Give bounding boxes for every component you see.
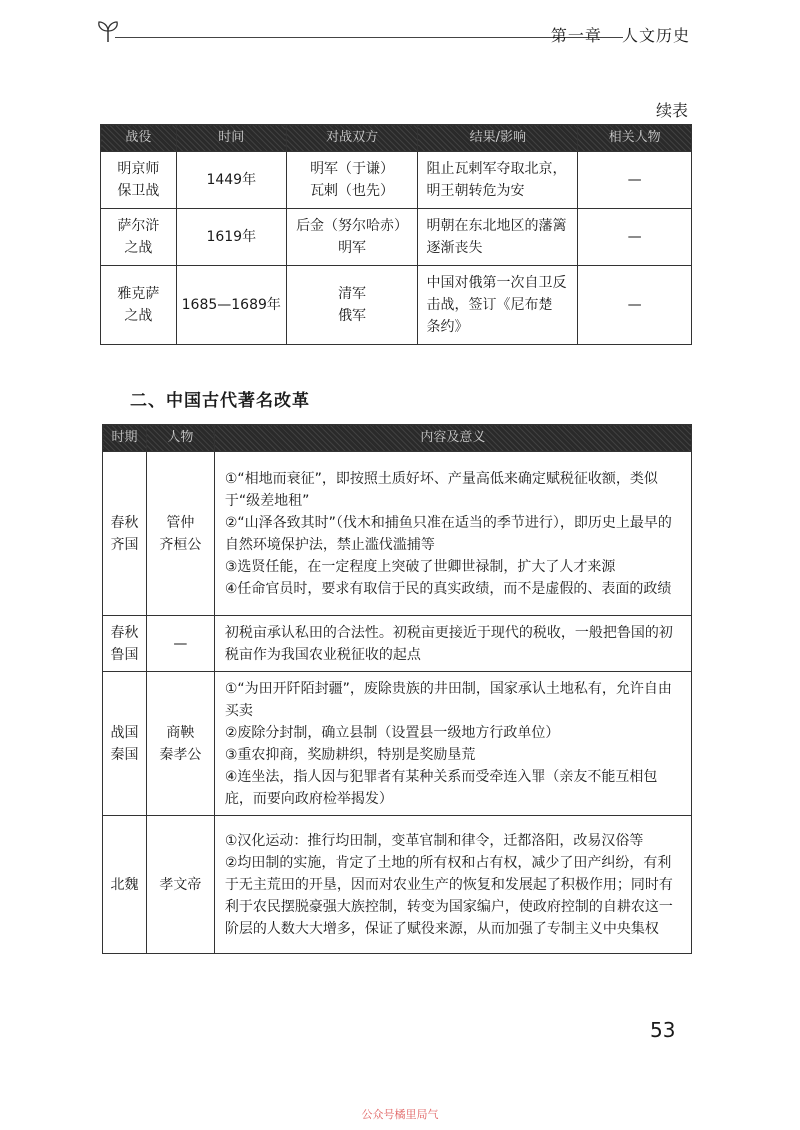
column-header: 时期 [103, 425, 147, 452]
reform-point: ①“相地而衰征”，即按照土质好坏、产量高低来确定赋税征收额，类似于“级差地租” [224, 470, 658, 509]
battle-figure: — [578, 209, 692, 266]
battle-time: 1619年 [176, 209, 286, 266]
chapter-label: 第一章 [550, 26, 602, 45]
page-number: 53 [650, 1018, 676, 1042]
reform-person: 商鞅 秦孝公 [146, 672, 214, 816]
battle-sides: 后金（努尔哈赤） 明军 [286, 209, 418, 266]
table-header-row [103, 425, 692, 452]
reform-point: ②废除分封制，确立县制（设置县一级地方行政单位） [224, 724, 560, 741]
table-header-row [101, 125, 692, 152]
column-header: 相关人物 [578, 125, 692, 152]
battle-result: 明朝在东北地区的藩篱 逐渐丧失 [418, 209, 578, 266]
battle-result: 中国对俄第一次自卫反 击战，签订《尼布楚 条约》 [418, 266, 578, 345]
reform-point: 初税亩承认私田的合法性。初税亩更接近于现代的税收，一般把鲁国的初税亩作为我国农业税征收的起点 [224, 624, 673, 663]
column-header: 对战双方 [286, 125, 418, 152]
column-header: 人物 [146, 425, 214, 452]
table-row [101, 152, 692, 209]
battle-figure: — [578, 266, 692, 345]
reform-period: 春秋 鲁国 [103, 616, 147, 672]
reform-point: ①汉化运动：推行均田制，变革官制和律令，迁都洛阳，改易汉俗等 [224, 832, 644, 849]
column-header: 结果/影响 [418, 125, 578, 152]
table-row [103, 672, 692, 816]
footer-watermark: 公众号橘里局气 [361, 1108, 439, 1121]
reform-content [214, 452, 691, 616]
reforms-table [102, 424, 692, 954]
reform-person: — [146, 616, 214, 672]
battle-name: 萨尔浒 之战 [101, 209, 177, 266]
column-header: 内容及意义 [214, 425, 691, 452]
battles-table [100, 124, 692, 345]
reform-point: ④连坐法，指人因与犯罪者有某种关系而受牵连入罪（亲友不能互相包庇，而要向政府检举揭发） [224, 768, 658, 807]
reform-point: ③重农抑商，奖励耕织，特别是奖励垦荒 [224, 746, 476, 763]
table-row [103, 616, 692, 672]
battle-time: 1685—1689年 [176, 266, 286, 345]
battle-result: 阻止瓦剌军夺取北京， 明王朝转危为安 [418, 152, 578, 209]
battle-figure: — [578, 152, 692, 209]
reform-content [214, 816, 691, 954]
battle-name: 雅克萨 之战 [101, 266, 177, 345]
battle-sides: 明军（于谦） 瓦剌（也先） [286, 152, 418, 209]
chapter-title: 人文历史 [621, 26, 690, 45]
table-row [103, 452, 692, 616]
reform-point: ②“山泽各致其时”（伐木和捕鱼只准在适当的季节进行），即历史上最早的自然环境保护法，禁止滥伐滥捕等 [224, 514, 672, 553]
table-row [101, 266, 692, 345]
continuation-label: 续表 [655, 101, 688, 120]
reform-content [214, 616, 691, 672]
reform-point: ④任命官员时，要求有取信于民的真实政绩，而不是虚假的、表面的政绩 [224, 580, 672, 597]
table-row [101, 209, 692, 266]
battle-time: 1449年 [176, 152, 286, 209]
reform-point: ①“为田开阡陌封疆”，废除贵族的井田制，国家承认土地私有，允许自由买卖 [224, 680, 672, 719]
section-title: 二、中国古代著名改革 [130, 391, 310, 411]
table-row [103, 816, 692, 954]
reform-period: 战国 秦国 [103, 672, 147, 816]
column-header: 战役 [101, 125, 177, 152]
column-header: 时间 [176, 125, 286, 152]
reform-person: 管仲 齐桓公 [146, 452, 214, 616]
page-header [95, 18, 700, 48]
reform-period: 北魏 [103, 816, 147, 954]
reform-period: 春秋 齐国 [103, 452, 147, 616]
reform-person: 孝文帝 [146, 816, 214, 954]
reform-point: ②均田制的实施，肯定了土地的所有权和占有权，减少了田产纠纷，有利于无主荒田的开垦，因而对农业生产的恢复和发展起了积极作用；同时有利于农民摆脱豪强大族控制，转变为国家编户，使政府控制的自耕农这一阶层的人数大大增多，保证了赋役来源，从而加强了专制主义中央集权 [224, 854, 673, 937]
sprout-icon [95, 18, 121, 44]
reform-point: ③选贤任能，在一定程度上突破了世卿世禄制，扩大了人才来源 [224, 558, 616, 575]
battle-sides: 清军 俄军 [286, 266, 418, 345]
reform-content [214, 672, 691, 816]
header-text [537, 23, 690, 46]
battle-name: 明京师 保卫战 [101, 152, 177, 209]
